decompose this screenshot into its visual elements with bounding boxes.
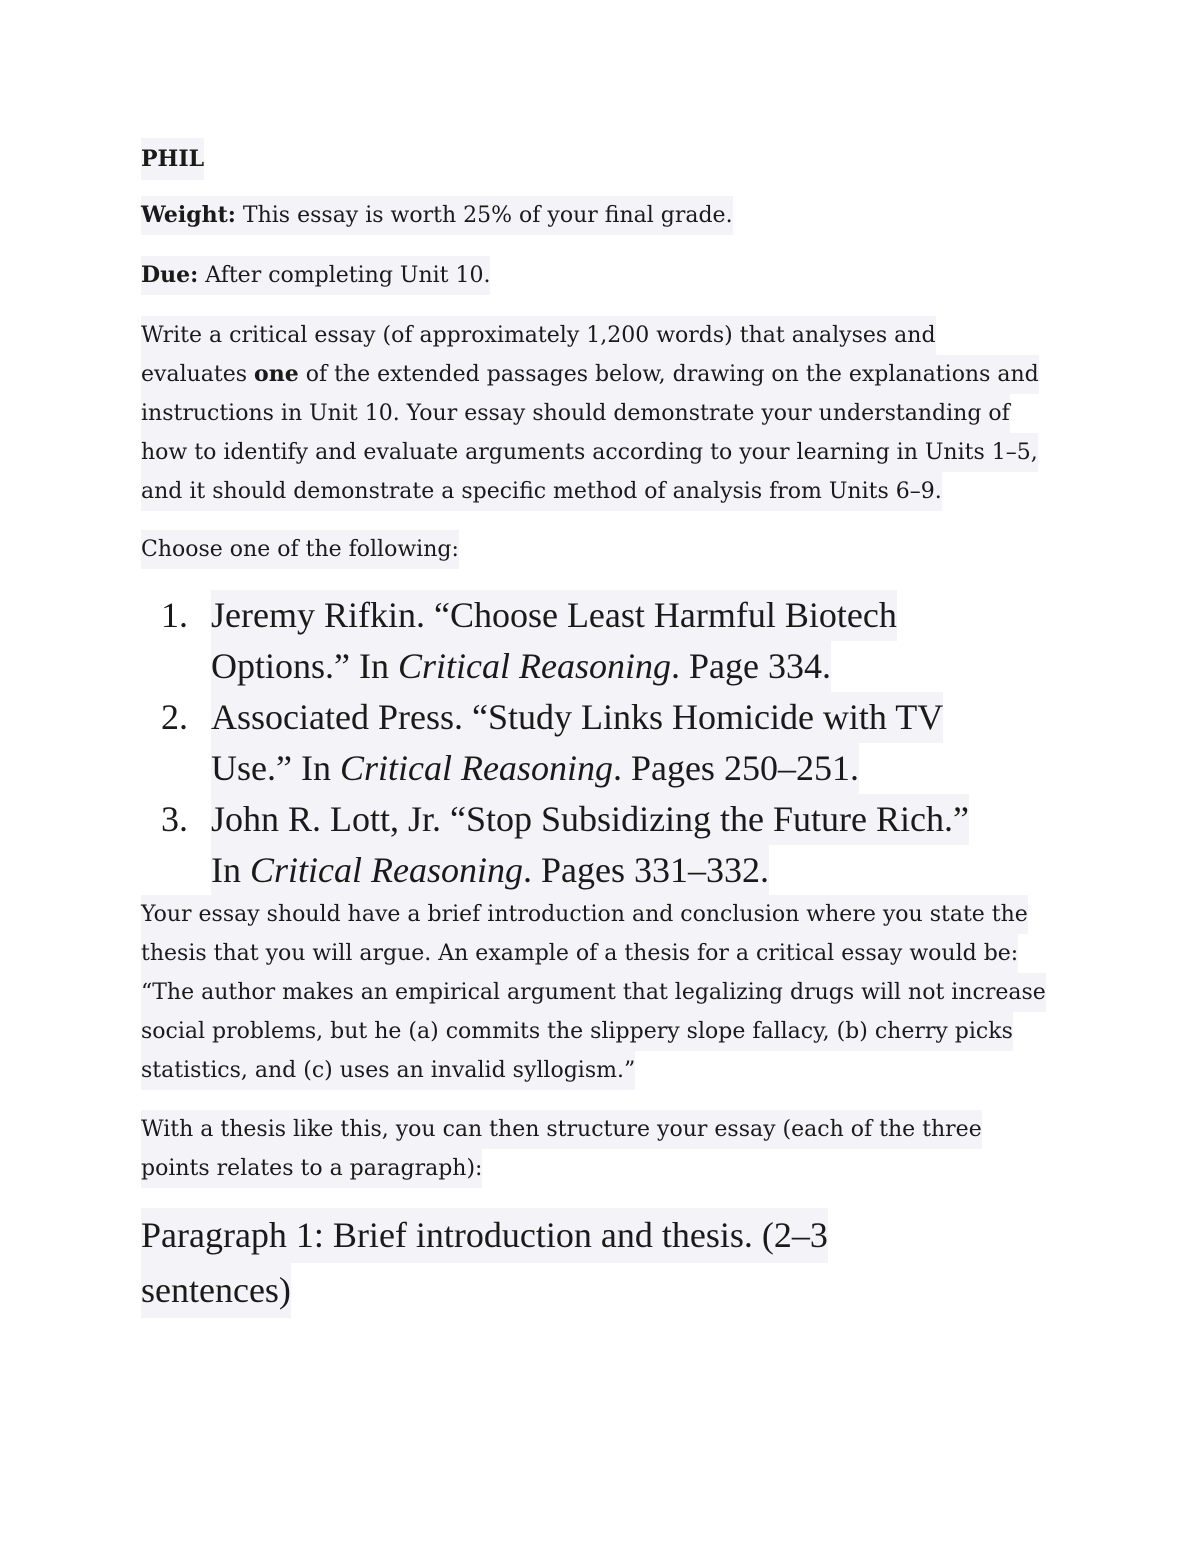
instructions-line: instructions in Unit 10. Your essay should demonstrate your understanding of <box>141 394 1010 433</box>
instructions-line: Write a critical essay (of approximately 1,200 words) that analyses and <box>141 316 936 355</box>
book-title: Critical Reasoning <box>339 748 613 788</box>
choose-prompt: Choose one of the following: <box>141 530 459 569</box>
book-title: Critical Reasoning <box>250 850 523 890</box>
emphasis-one: one <box>254 361 299 387</box>
thesis-paragraph: Your essay should have a brief introduction and conclusion where you state the thesis that you will argue. An example of a thesis for a critical essay would be: “The author makes an empirical argument that legalizing drugs will not increase social problems, but he (a) commits the slippery slope fallacy, (b) cherry picks statistics, and (c) uses an invalid syllogism.” <box>141 895 1046 1090</box>
list-number: 2. <box>161 697 188 737</box>
weight-line <box>141 196 733 235</box>
book-title: Critical Reasoning <box>397 646 671 686</box>
essay-option: 1. Jeremy Rifkin. “Choose Least Harmful Biotech Options.” In Critical Reasoning. Page 334. <box>141 590 969 692</box>
instructions-line: how to identify and evaluate arguments according to your learning in Units 1–5, <box>141 433 1038 472</box>
structure-paragraph: With a thesis like this, you can then structure your essay (each of the three points relates to a paragraph): <box>141 1110 982 1188</box>
essay-option: 3. John R. Lott, Jr. “Stop Subsidizing the Future Rich.” In Critical Reasoning. Pages 331–332. <box>141 794 969 896</box>
due-text: After completing Unit 10. <box>198 263 491 288</box>
paragraph-1-heading: Paragraph 1: Brief introduction and thesis. (2–3 sentences) <box>141 1208 828 1318</box>
essay-option: 2. Associated Press. “Study Links Homicide with TV Use.” In Critical Reasoning. Pages 250–251. <box>141 692 969 794</box>
document-title: PHIL <box>141 138 204 180</box>
list-number: 3. <box>161 799 188 839</box>
list-number: 1. <box>161 595 188 635</box>
due-label: Due: <box>141 262 199 288</box>
due-line <box>141 256 490 295</box>
instructions-paragraph <box>141 316 1039 511</box>
essay-options-list <box>141 590 969 896</box>
instructions-line: evaluates one of the extended passages below, drawing on the explanations and <box>141 355 1039 394</box>
instructions-line: and it should demonstrate a specific method of analysis from Units 6–9. <box>141 472 942 511</box>
weight-text: This essay is worth 25% of your final grade. <box>235 203 733 228</box>
weight-label: Weight: <box>141 202 236 228</box>
